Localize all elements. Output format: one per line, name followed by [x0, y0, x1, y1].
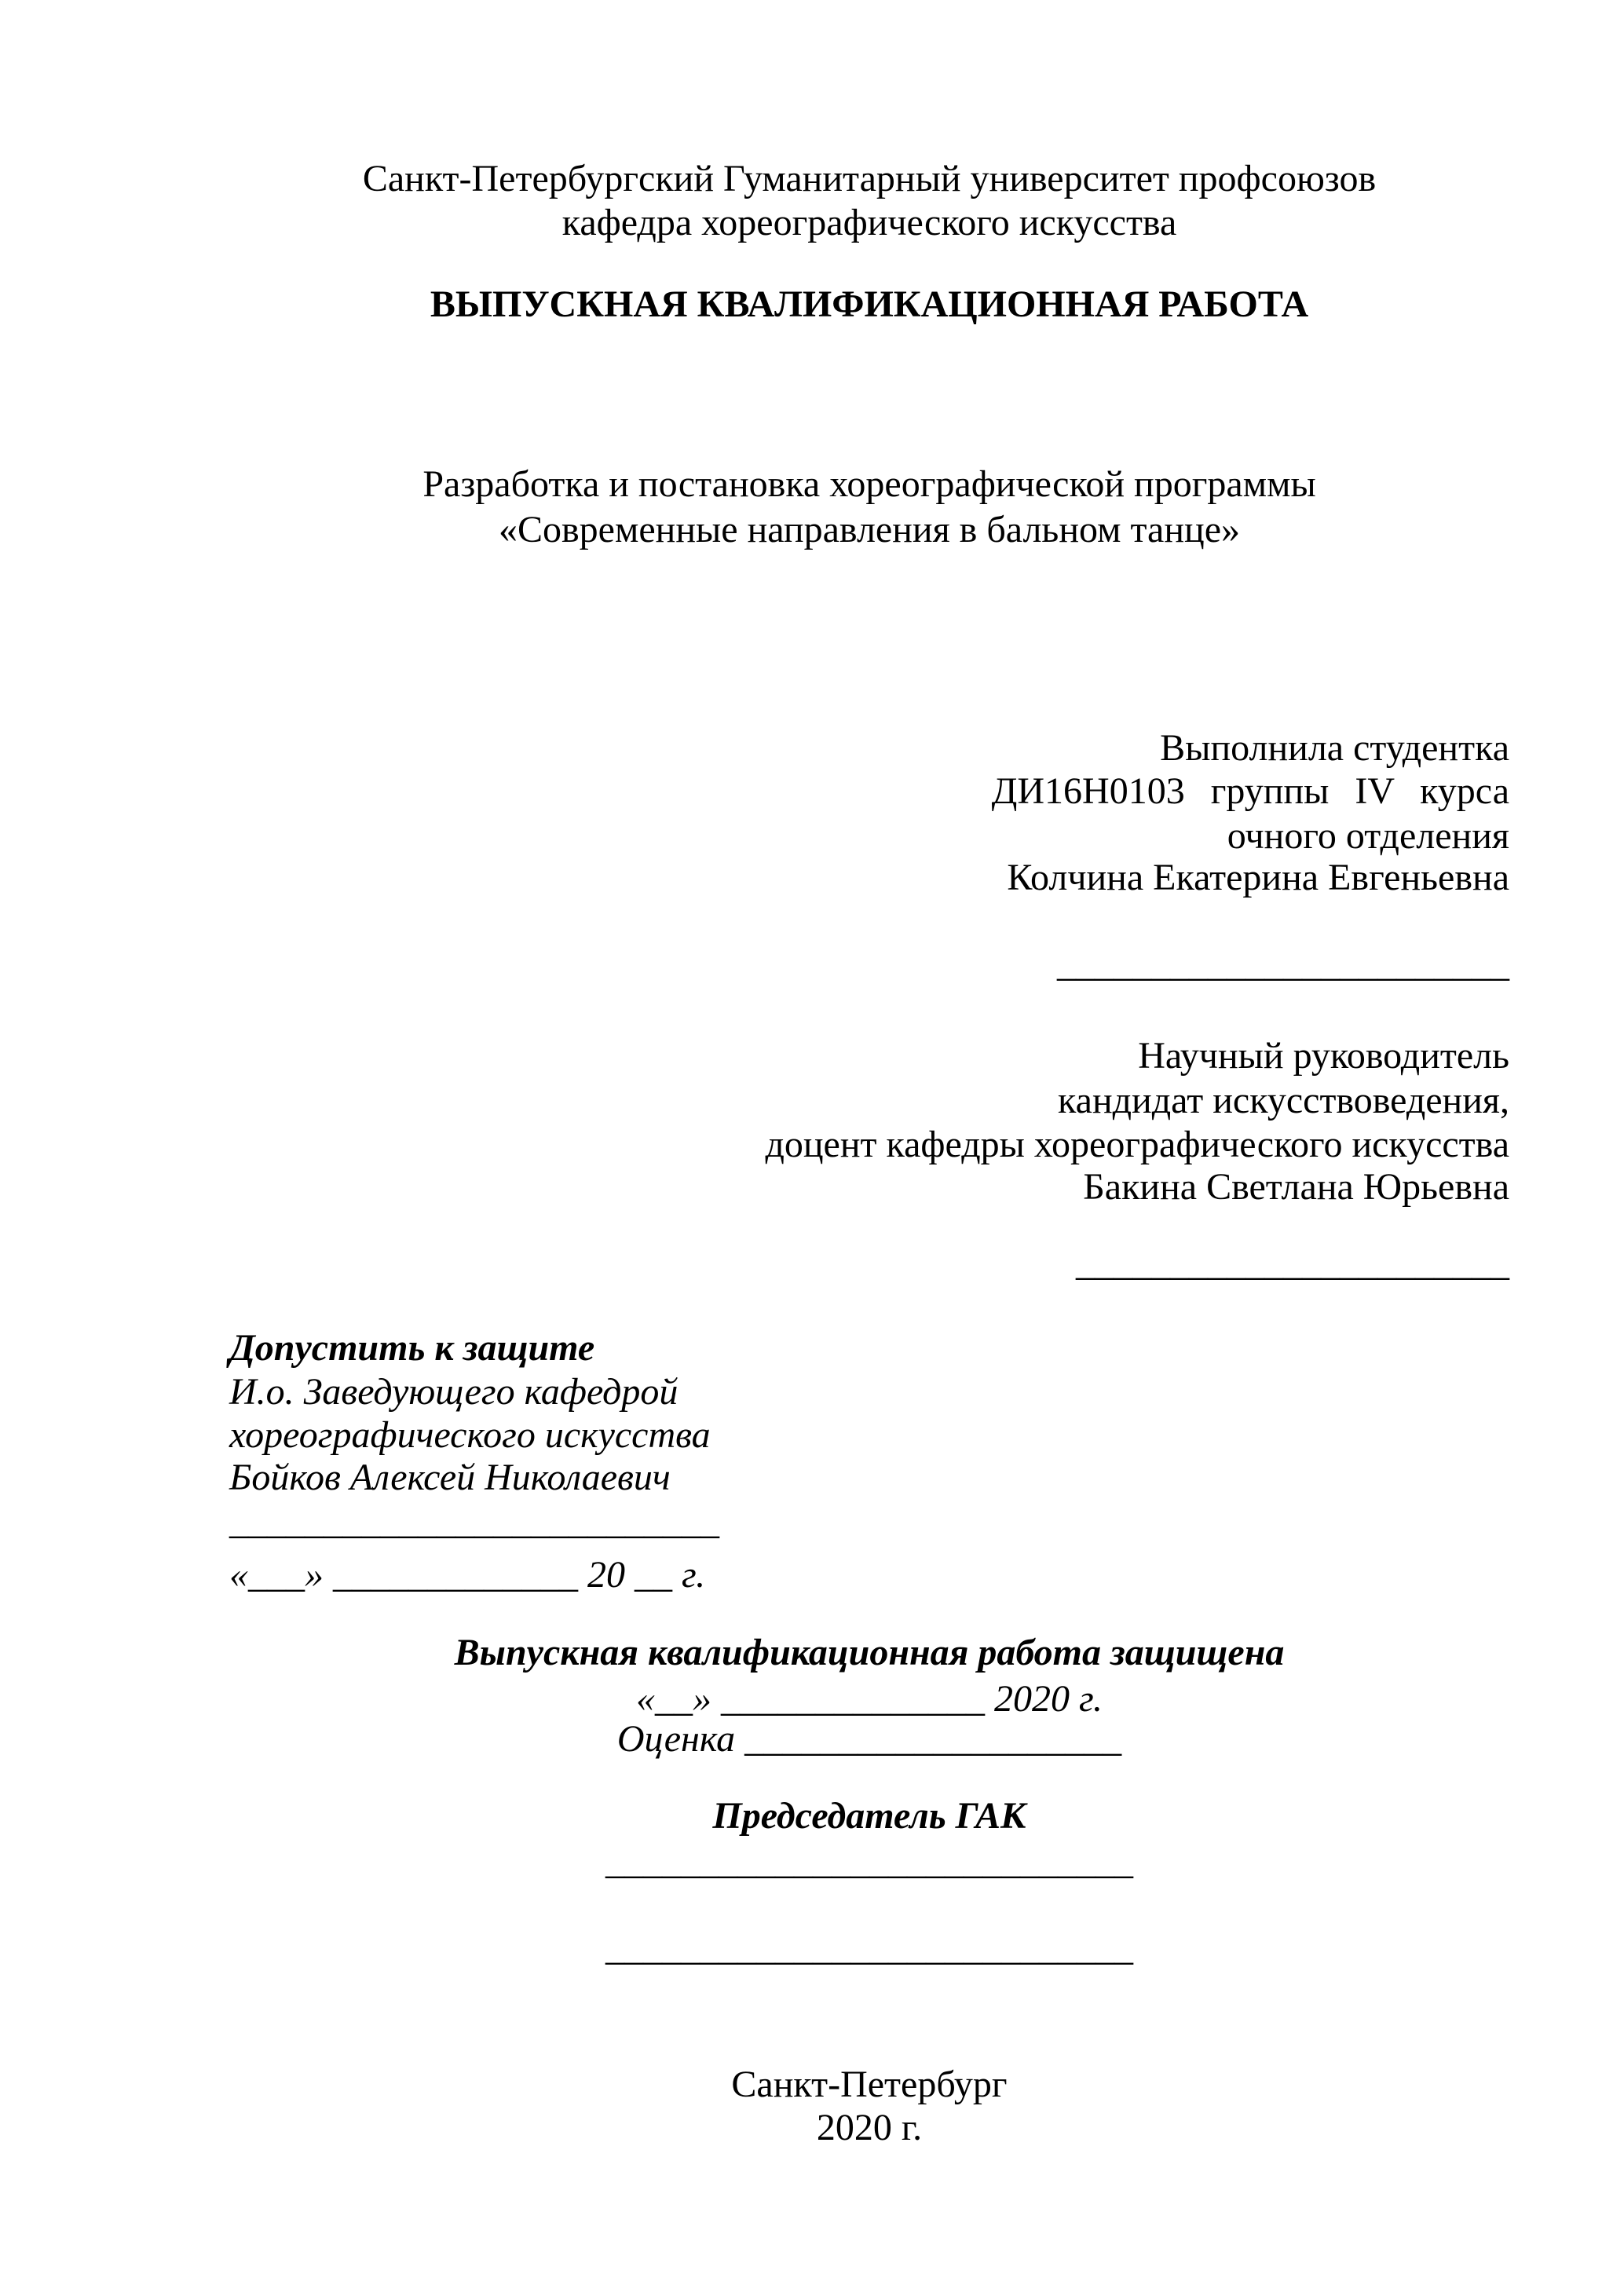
student-performed-by: Выполнила студентка — [1160, 727, 1509, 769]
advisor-degree: кандидат искусствоведения, — [1058, 1080, 1509, 1121]
footer-year: 2020 г. — [816, 2107, 923, 2148]
admission-department: хореографического искусства — [229, 1414, 711, 1456]
student-name: Колчина Екатерина Евгеньевна — [1007, 857, 1509, 898]
student-group: ДИ16Н0103 группы IV курса — [991, 770, 1509, 812]
work-type-heading: ВЫПУСКНАЯ КВАЛИФИКАЦИОННАЯ РАБОТА — [430, 283, 1309, 325]
department-name: кафедра хореографического искусства — [561, 202, 1177, 243]
admission-head-name: Бойков Алексей Николаевич — [229, 1457, 671, 1498]
defense-chairman-heading: Председатель ГАК — [712, 1795, 1026, 1837]
admission-date-line: «___» _____________ 20 __ г. — [229, 1554, 706, 1596]
student-study-form: очного отделения — [1227, 815, 1509, 857]
footer-city: Санкт-Петербург — [731, 2064, 1008, 2105]
advisor-signature-line: _______________________ — [1076, 1242, 1509, 1284]
defense-date-line: «__» ______________ 2020 г. — [635, 1678, 1103, 1720]
thesis-title-line1: Разработка и постановка хореографической программы — [422, 463, 1316, 505]
admission-signature-line: __________________________ — [229, 1501, 719, 1542]
admission-heading: Допустить к защите — [229, 1327, 595, 1369]
admission-acting-head: И.о. Заведующего кафедрой — [229, 1371, 678, 1413]
defense-signature-line-2: ____________________________ — [605, 1927, 1133, 1969]
defense-heading: Выпускная квалификационная работа защищена — [454, 1632, 1285, 1673]
university-name: Санкт-Петербургский Гуманитарный университет профсоюзов — [362, 158, 1377, 199]
advisor-role: Научный руководитель — [1138, 1035, 1509, 1077]
defense-signature-line-1: ____________________________ — [605, 1841, 1133, 1882]
advisor-position: доцент кафедры хореографического искусства — [765, 1124, 1509, 1165]
defense-grade-line: Оценка ____________________ — [616, 1718, 1122, 1760]
thesis-title-line2: «Современные направления в бальном танце» — [498, 509, 1241, 550]
student-signature-line: ________________________ — [1057, 943, 1509, 985]
advisor-name: Бакина Светлана Юрьевна — [1083, 1166, 1509, 1208]
